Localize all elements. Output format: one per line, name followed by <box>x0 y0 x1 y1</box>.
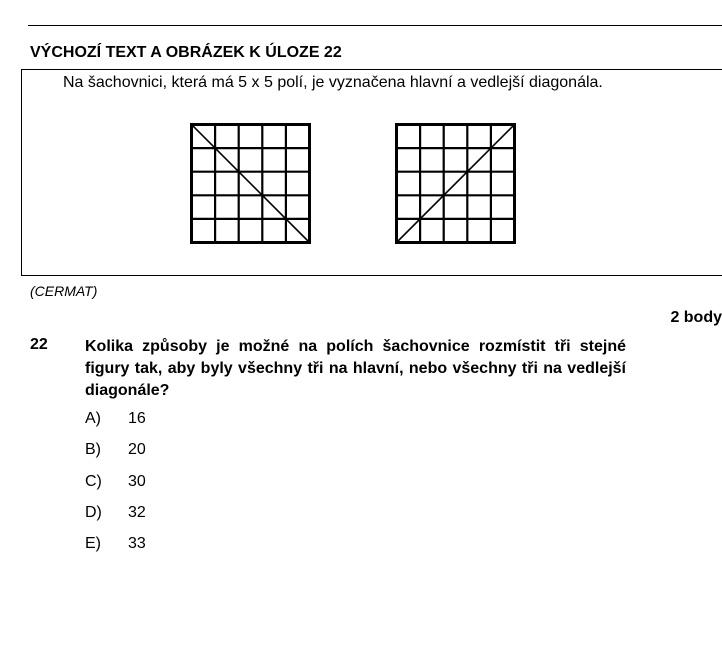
option-letter: E) <box>85 535 101 553</box>
anti-diagonal-line <box>397 125 515 243</box>
points-label: 2 body <box>670 309 722 326</box>
option-b[interactable] <box>85 441 146 472</box>
option-letter: B) <box>85 441 101 459</box>
figure-box <box>21 69 722 276</box>
option-letter: C) <box>85 472 102 490</box>
option-value: 30 <box>128 472 146 490</box>
option-value: 32 <box>128 503 146 521</box>
main-diagonal-line <box>192 125 310 243</box>
option-letter: D) <box>85 503 102 521</box>
answer-options <box>85 410 146 566</box>
option-a[interactable] <box>85 410 146 441</box>
question-text: Kolika způsoby je možné na polích šachovnice rozmístit tři stejné figury tak, aby byly všechny tři na hlavní, nebo všechny tři na vedlejší diagonále? <box>85 338 626 399</box>
chessboard-main-diagonal <box>190 123 311 244</box>
option-c[interactable] <box>85 473 146 504</box>
option-d[interactable] <box>85 504 146 535</box>
intro-text: Na šachovnici, která má 5 x 5 polí, je vyznačena hlavní a vedlejší diagonála. <box>63 74 603 91</box>
chessboard-anti-diagonal <box>395 123 516 244</box>
question-number: 22 <box>30 336 48 353</box>
option-value: 20 <box>128 441 146 459</box>
option-letter: A) <box>85 410 101 427</box>
option-value: 16 <box>128 410 146 427</box>
option-value: 33 <box>128 535 146 553</box>
source-label: (CERMAT) <box>30 283 98 299</box>
section-heading: VÝCHOZÍ TEXT A OBRÁZEK K ÚLOZE 22 <box>30 44 342 61</box>
chessboard-svg <box>190 123 311 244</box>
option-e[interactable] <box>85 535 146 566</box>
top-rule <box>28 25 722 26</box>
chessboard-svg <box>395 123 516 244</box>
